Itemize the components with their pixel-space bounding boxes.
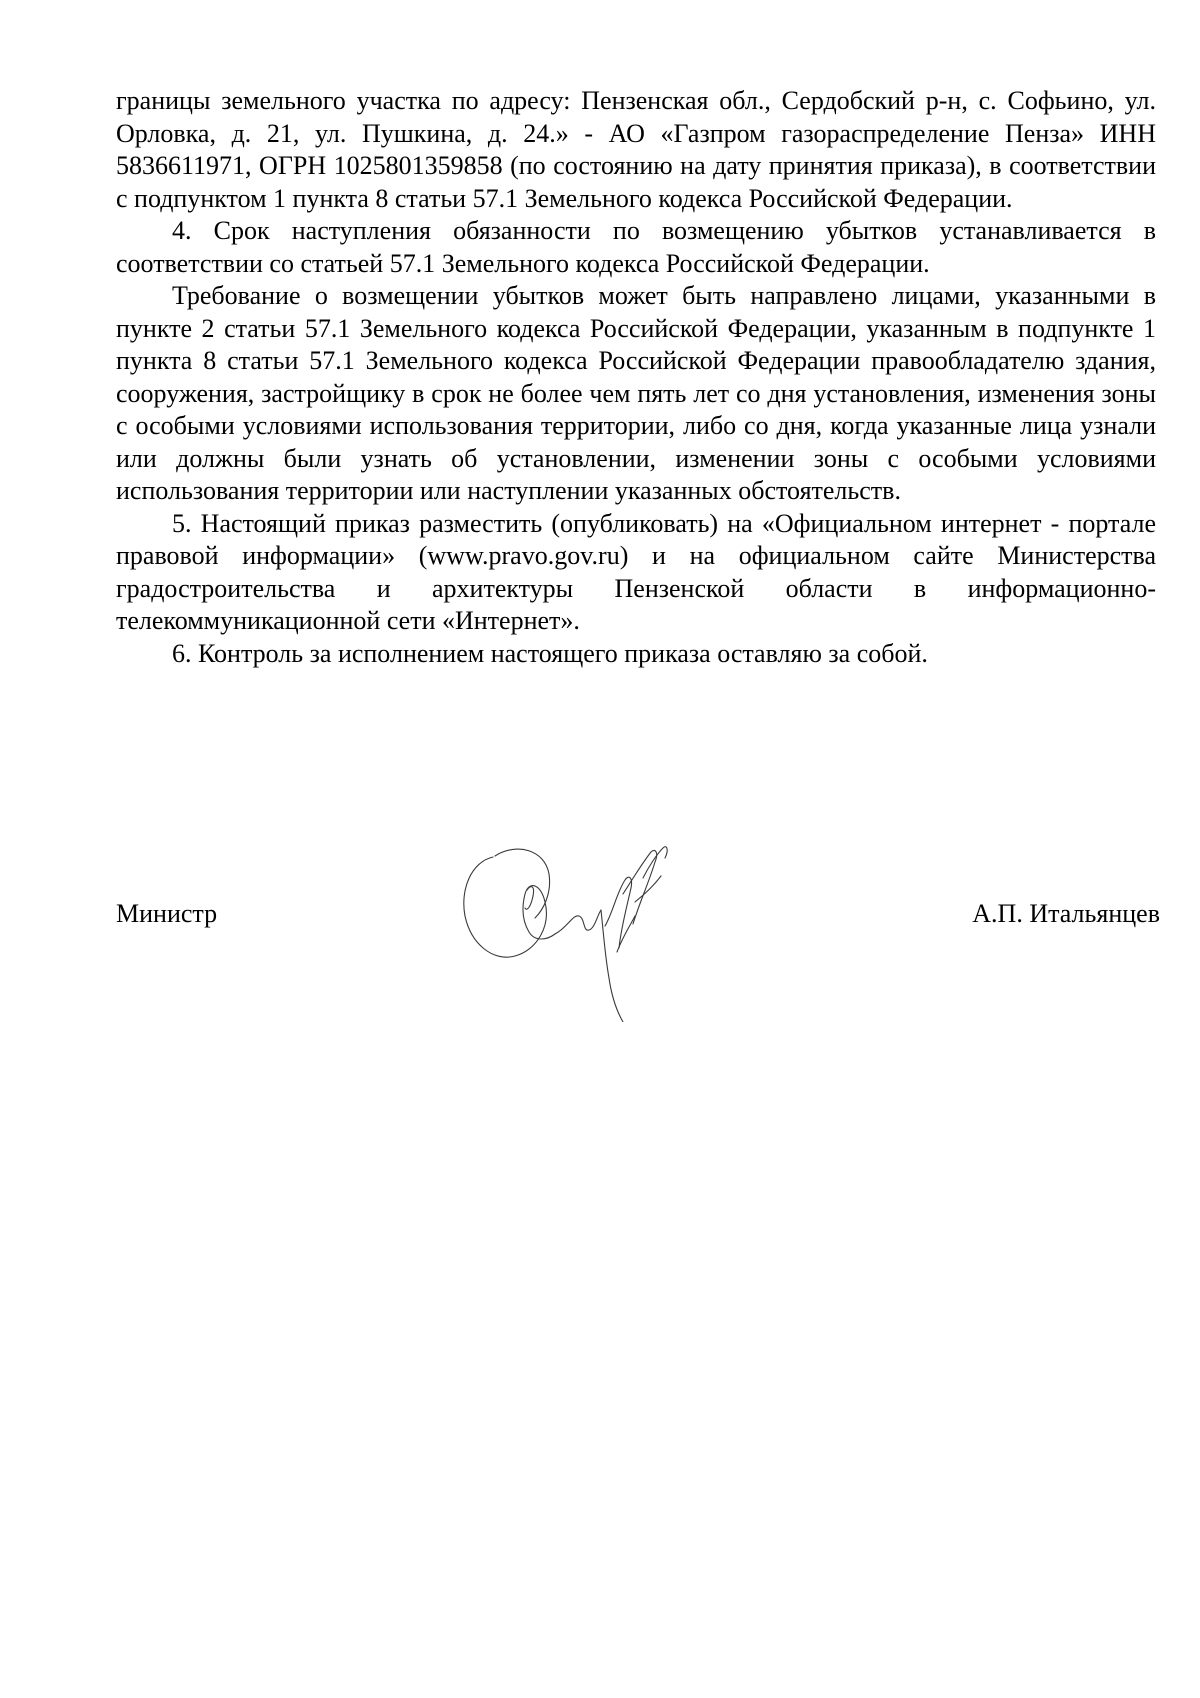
signer-name: А.П. Итальянцев [972,899,1160,928]
handwritten-signature [455,832,725,1022]
paragraph-5-publication: 5. Настоящий приказ разместить (опубликовать) на «Официальном интернет - портале правовой информации» (www.pravo.gov.ru) и на официальном сайте Министерства градостроительства и архитектуры Пензенской области в информационно-телекоммуникационной сети «Интернет». [116,508,1156,635]
document-body [116,85,1156,670]
paragraph-land-plot-address: границы земельного участка по адресу: Пензенская обл., Сердобский р-н, с. Софьино, ул. Орловка, д. 21, ул. Пушкина, д. 24.» - АО «Газпром газораспределение Пенза» ИНН 5836611971, ОГРН 1025801359858 (по состоянию на дату принятия приказа), в соответствии с подпунктом 1 пункта 8 статьи 57.1 Земельного кодекса Российской Федерации. [116,86,1156,213]
signer-title: Министр [116,899,218,928]
paragraph-compensation-claim: Требование о возмещении убытков может быть направлено лицами, указанными в пункте 2 статьи 57.1 Земельного кодекса Российской Федерации, указанным в подпункте 1 пункта 8 статьи 57.1 Земельного кодекса Российской Федерации правообладателю здания, сооружения, застройщику в срок не более чем пять лет со дня установления, изменения зоны с особыми условиями использования территории, либо со дня, когда указанные лица узнали или должны были узнать об установлении, изменении зоны с особыми условиями использования территории или наступлении указанных обстоятельств. [116,281,1156,505]
paragraph-6-control: 6. Контроль за исполнением настоящего приказа оставляю за собой. [172,638,928,668]
paragraph-4-loss-compensation-term: 4. Срок наступления обязанности по возмещению убытков устанавливается в соответствии со статьей 57.1 Земельного кодекса Российской Федерации. [116,216,1156,278]
